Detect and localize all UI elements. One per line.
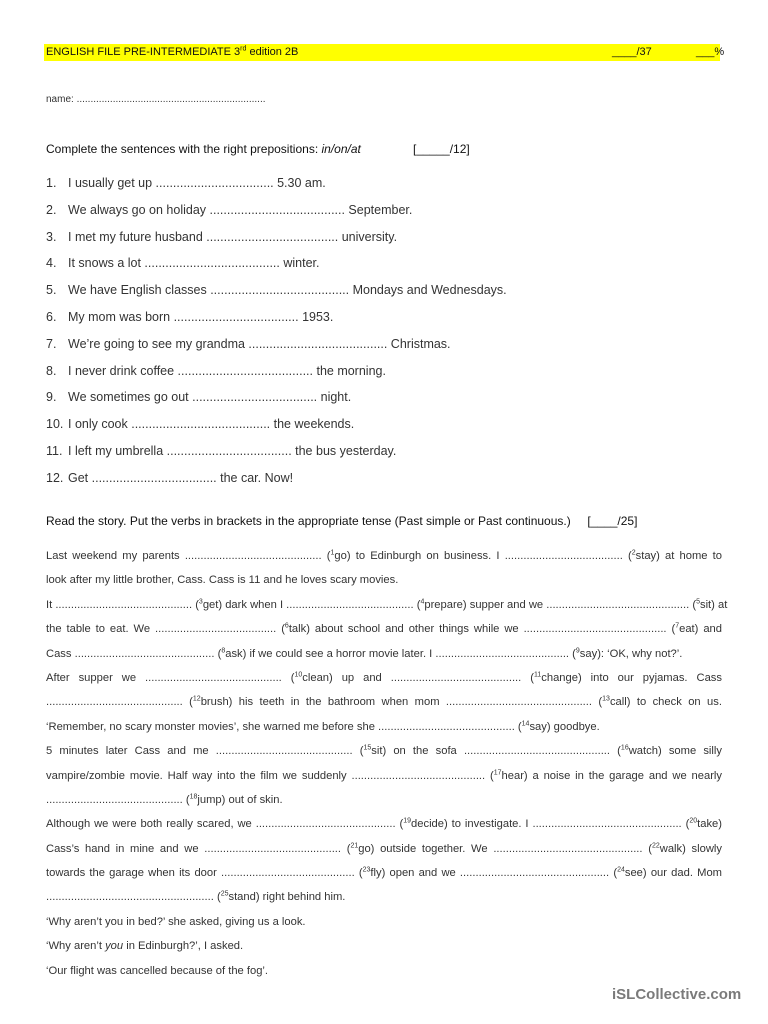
blank-number: 16 [620,744,629,752]
story-segment: After supper we ............................................ ( [46,671,295,684]
item-text: I met my future husband ...................................... university. [68,229,398,244]
story-line [46,593,728,617]
blank-number: 4 [420,598,425,606]
story-segment: in Edinburgh?’, I asked. [123,940,244,953]
story-segment: get) dark when I ......................................... ( [202,598,421,611]
blank-number: 20 [689,817,698,825]
list-item [46,197,507,224]
story-line [46,642,722,666]
watermark-logo: iSLCollective.com [612,986,742,1003]
story-line [46,959,722,983]
story-segment: 5 minutes later Cass and me ............................................ ( [46,745,364,758]
story-text [46,544,728,983]
story-line [46,885,722,909]
story-segment: fly) open and we ................................................ ( [370,867,618,880]
item-number: 11. [46,443,63,458]
item-text: My mom was born .................................... 1953. [68,309,334,324]
blank-number: 11 [533,671,542,679]
item-number: 3. [46,229,57,244]
story-segment: eat) and [679,623,722,636]
emphasis-text: you [105,940,124,953]
story-line [46,568,722,592]
story-segment: hear) a noise in the garage and we nearly [501,769,722,782]
story-segment: Cass’s hand in mine and we ............................................ ( [46,842,351,855]
section1-score: [_____/12] [413,142,470,156]
list-item [46,277,507,304]
story-segment: stand) right behind him. [228,891,346,904]
story-line [46,666,722,690]
story-segment: talk) about school and other things while we .............................................. ( [288,623,676,636]
story-segment: watch) some silly [628,745,722,758]
list-item [46,224,507,251]
story-segment: Although we were both really scared, we ............................................. ( [46,818,404,831]
story-segment: change) into our pyjamas. Cass [541,671,722,684]
list-item [46,438,507,465]
story-segment: say): ‘OK, why not?’. [579,647,683,660]
list-item [46,170,507,197]
blank-number: 6 [284,622,289,630]
item-text: We sometimes go out .................................... night. [68,390,352,405]
blank-number: 15 [363,744,372,752]
story-segment: Cass ............................................. ( [46,647,222,660]
story-line [46,934,722,958]
blank-number: 2 [631,549,636,557]
story-segment: towards the garage when its door ........................................... ( [46,867,363,880]
story-segment: vampire/zombie movie. Half way into the film we suddenly ........................................... ( [46,769,494,782]
item-text: I only cook ........................................ the weekends. [68,417,355,432]
story-segment: jump) out of skin. [197,793,283,806]
story-segment: sit) on the sofa ............................................... ( [371,745,621,758]
item-text: I never drink coffee ....................................... the morning. [68,363,386,378]
item-number: 2. [46,202,57,217]
story-segment: ............................................ ( [46,793,190,806]
story-segment: go) outside together. We ................................................ ( [358,842,652,855]
story-line [46,544,722,568]
story-segment: brush) his teeth in the bathroom when mom ............................................... ( [200,696,603,709]
item-number: 10. [46,417,64,432]
blank-number: 21 [350,841,359,849]
item-text: I left my umbrella .................................... the bus yesterday. [68,443,397,458]
story-segment: ‘Why aren’t [46,940,106,953]
story-segment: ‘Why aren’t you in bed?’ she asked, giving us a look. [46,915,306,928]
story-segment: sit) at [699,598,728,611]
blank-number: 13 [602,695,610,703]
story-line [46,715,722,739]
item-number: 6. [46,309,57,324]
list-item [46,304,507,331]
blank-number: 18 [189,793,198,801]
section1-instruction: Complete the sentences with the right prepositions: in/on/at [_____/12] [46,142,470,156]
total-score: ____/37 [612,46,652,58]
story-segment: take) [697,818,722,831]
name-field: name: .................................................................... [46,94,266,105]
list-item [46,358,507,385]
blank-number: 5 [696,598,700,606]
blank-number: 23 [362,866,371,874]
item-text: We always go on holiday ....................................... September. [68,202,413,217]
story-line [46,739,722,763]
item-number: 7. [46,336,57,351]
story-segment: call) to check on us. [609,696,722,709]
blank-number: 7 [675,622,680,630]
story-segment: clean) up and .......................................... ( [302,671,534,684]
preposition-list [46,170,507,492]
story-line [46,690,722,714]
story-segment: the table to eat. We ....................................... ( [46,623,285,636]
item-number: 1. [46,176,57,190]
story-segment: look after my little brother, Cass. Cass is 11 and he loves scary movies. [46,574,399,587]
section2-instruction: Read the story. Put the verbs in brackets in the appropriate tense (Past simple or Past continuous.) [____/25] [46,514,638,528]
story-segment: walk) slowly [659,842,722,855]
story-segment: ask) if we could see a horror movie later. I ........................................... ( [225,647,576,660]
header-bar [44,44,725,61]
story-line [46,910,722,934]
item-text: Get .................................... the car. Now! [68,470,294,485]
story-line [46,837,722,861]
story-segment: stay) at home to [635,550,723,562]
blank-number: 22 [651,841,660,849]
story-segment: It ............................................ ( [46,598,199,611]
blank-number: 3 [198,598,203,606]
item-text: It snows a lot ....................................... winter. [68,256,320,271]
item-number: 9. [46,390,57,405]
item-text: I usually get up .................................. 5.30 am. [68,176,326,190]
story-segment: say) goodbye. [529,720,600,733]
section2-score: [____/25] [587,514,638,528]
percent-score: ___% [696,46,725,58]
item-number: 12. [46,470,64,485]
story-segment: prepare) supper and we .............................................. ( [424,598,697,611]
list-item [46,384,507,411]
story-line [46,788,722,812]
story-line [46,812,722,836]
blank-number: 25 [220,890,229,898]
item-text: We’re going to see my grandma ........................................ Christmas. [68,336,451,351]
item-number: 8. [46,363,57,378]
blank-number: 12 [192,695,201,703]
list-item [46,465,507,492]
blank-number: 17 [493,768,502,776]
list-item [46,411,507,438]
blank-number: 24 [617,866,625,874]
blank-number: 1 [330,549,335,557]
story-segment: ...................................................... ( [46,891,221,904]
story-line [46,764,722,788]
blank-number: 8 [221,646,226,654]
story-segment: decide) to investigate. I ................................................ ( [411,818,690,831]
blank-number: 10 [294,671,303,679]
story-line [46,617,722,641]
story-segment: ............................................ ( [46,696,193,709]
blank-number: 14 [521,720,530,727]
story-segment: see) our dad. Mom [624,867,722,880]
story-segment: ‘Our flight was cancelled because of the fog’. [46,964,269,977]
item-number: 4. [46,256,57,271]
list-item [46,331,507,358]
list-item [46,250,507,277]
item-text: We have English classes ........................................ Mondays and Wednesdays. [68,283,507,298]
story-segment: go) to Edinburgh on business. I ...................................... ( [334,550,632,562]
worksheet-title: ENGLISH FILE PRE-INTERMEDIATE 3rd edition 2B [46,45,299,58]
story-line [46,861,722,885]
blank-number: 19 [403,817,412,825]
blank-number: 9 [575,646,580,654]
story-segment: ‘Remember, no scary monster movies’, she warned me before she ............................................ ( [46,720,522,733]
item-number: 5. [46,283,57,298]
story-segment: Last weekend my parents ............................................ ( [46,550,331,562]
